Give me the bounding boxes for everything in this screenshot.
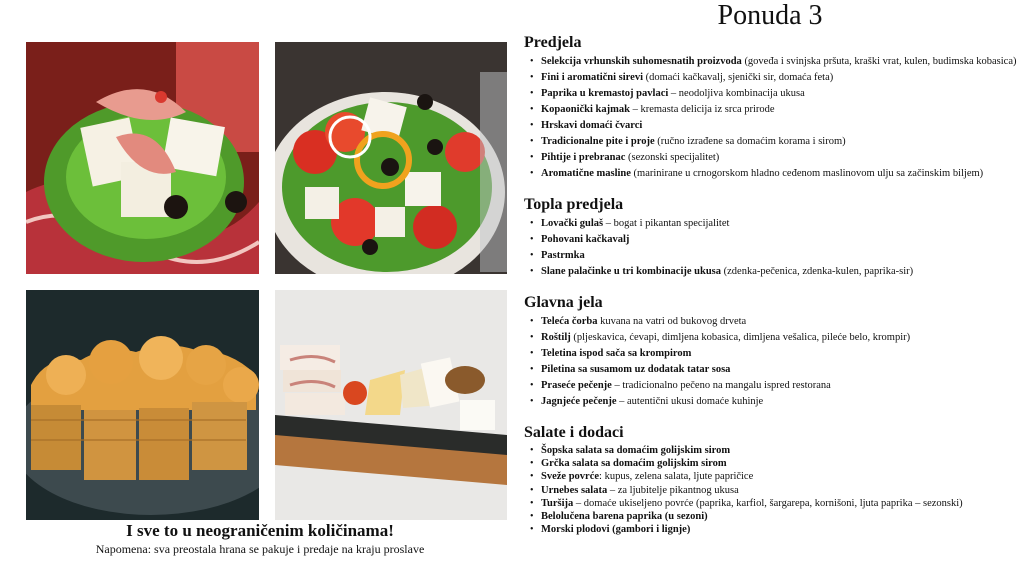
menu-item: • Fini i aromatični sirevi (domaći kačkavalj, sjenički sir, domaća feta): [524, 70, 1019, 86]
menu-item: • Jagnjeće pečenje – autentični ukusi domaće kuhinje: [524, 394, 1019, 410]
item-list: [524, 54, 1019, 182]
leftover-food-note: Napomena: sva preostala hrana se pakuje i predaje na kraju proslave: [95, 542, 425, 556]
menu-item: • Pastrmka: [524, 248, 1019, 264]
menu-item: • Belolučena barena paprika (u sezoni): [524, 510, 1019, 523]
menu-item: • Urnebes salata – za ljubitelje pikantnog ukusa: [524, 484, 1019, 497]
menu-sections: [524, 34, 1019, 536]
section-predjela: [524, 34, 1019, 182]
menu-item: • Morski plodovi (gambori i lignje): [524, 523, 1019, 536]
item-list: [524, 216, 1019, 280]
cheese-prosciutto-board-photo: [275, 290, 507, 520]
menu-item: • Selekcija vrhunskih suhomesnatih proizvoda (goveđa i svinjska pršuta, kraški vrat, kulen, budimska kobasica): [524, 54, 1019, 70]
menu-item: • Grčka salata sa domaćim golijskim sirom: [524, 457, 1019, 470]
menu-item: • Teletina ispod sača sa krompirom: [524, 346, 1019, 362]
menu-item: • Turšija – domaće ukiseljeno povrće (paprika, karfiol, šargarepa, kornišoni, ljuta paprika – sezonski): [524, 497, 1019, 510]
section-heading: Topla predjela: [524, 196, 624, 213]
menu-item: • Piletina sa susamom uz dodatak tatar sosa: [524, 362, 1019, 378]
greek-salad-photo: [275, 42, 507, 274]
item-list: [524, 444, 1019, 536]
section-heading: Salate i dodaci: [524, 424, 624, 441]
item-list: [524, 314, 1019, 410]
menu-item: • Pohovani kačkavalj: [524, 232, 1019, 248]
unlimited-quantities-banner: I sve to u neograničenim količinama!: [126, 521, 394, 540]
menu-item: • Roštilj (pljeskavica, ćevapi, dimljena kobasica, dimljena vešalica, pileće belo, krompir): [524, 330, 1019, 346]
menu-item: • Kopaonički kajmak – kremasta delicija iz srca prirode: [524, 102, 1019, 118]
menu-item: • Lovački gulaš – bogat i pikantan specijalitet: [524, 216, 1019, 232]
section-glavna-jela: [524, 294, 1019, 410]
menu-item: • Hrskavi domaći čvarci: [524, 118, 1019, 134]
section-heading: Glavna jela: [524, 294, 603, 311]
menu-item: • Aromatične masline (marinirane u crnogorskom hladno ceđenom maslinovom ulju sa začinskim biljem): [524, 166, 1019, 182]
menu-item: • Paprika u kremastoj pavlaci – neodoljiva kombinacija ukusa: [524, 86, 1019, 102]
section-heading: Predjela: [524, 34, 582, 51]
menu-title: Ponuda 3: [717, 0, 823, 31]
pies-and-proja-photo: [26, 290, 259, 520]
section-topla-predjela: [524, 196, 1019, 280]
menu-item: • Tradicionalne pite i proje (ručno izrađene sa domaćim korama i sirom): [524, 134, 1019, 150]
section-salate-i-dodaci: [524, 424, 1019, 536]
menu-item: • Pihtije i prebranac (sezonski specijalitet): [524, 150, 1019, 166]
menu-item: • Sveže povrće: kupus, zelena salata, ljute papričice: [524, 470, 1019, 483]
menu-item: • Teleća čorba kuvana na vatri od bukovog drveta: [524, 314, 1019, 330]
menu-item: • Slane palačinke u tri kombinacije ukusa (zdenka-pečenica, zdenka-kulen, paprika-sir): [524, 264, 1019, 280]
menu-item: • Praseće pečenje – tradicionalno pečeno na mangalu ispred restorana: [524, 378, 1019, 394]
menu-item: • Šopska salata sa domaćim golijskim sirom: [524, 444, 1019, 457]
cured-meat-cheese-platter-photo: [26, 42, 259, 274]
